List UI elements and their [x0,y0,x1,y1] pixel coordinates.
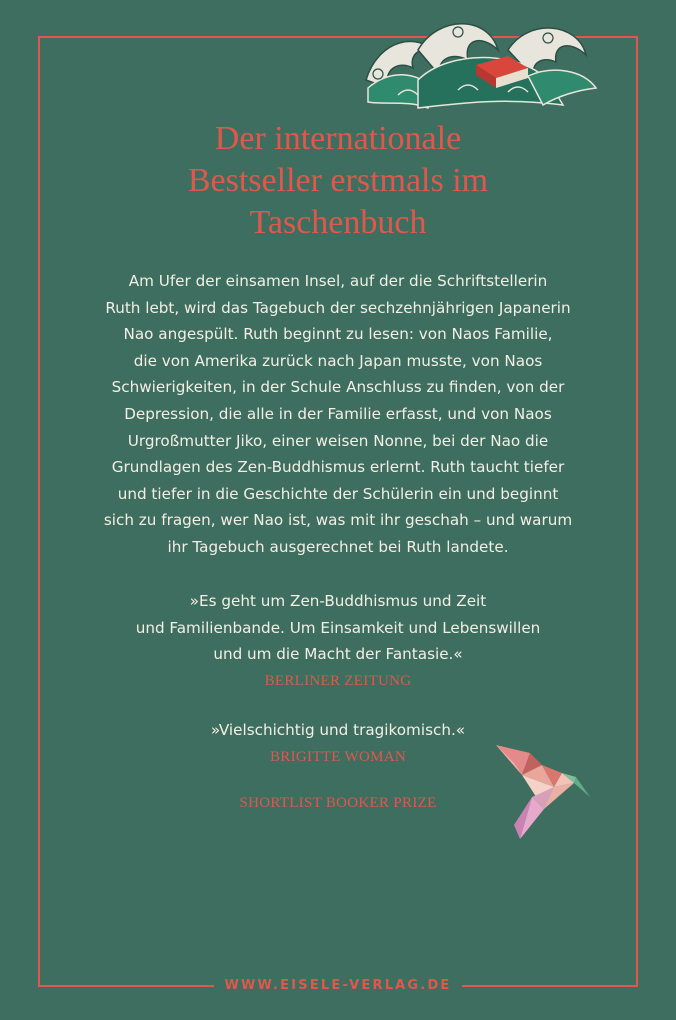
blurb-line: Depression, die alle in der Familie erfasst, und von Naos [124,404,552,423]
publisher-url-link[interactable]: WWW.EISELE-VERLAG.DE [214,974,461,998]
blurb-line: Nao angespült. Ruth beginnt zu lesen: von Naos Familie, [123,325,553,344]
headline-line-2: Bestseller erstmals im [187,162,489,199]
blurb-text [60,268,616,561]
blurb-line: Grundlagen des Zen-Buddhismus erlernt. Ruth taucht tiefer [111,458,565,477]
award-label: SHORTLIST BOOKER PRIZE [239,795,437,811]
wave-illustration-icon [358,10,598,120]
quote-line: und Familienbande. Um Einsamkeit und Lebenswillen [135,618,541,637]
blurb-line: Am Ufer der einsamen Insel, auf der die Schriftstellerin [128,272,548,290]
blurb-line: Ruth lebt, wird das Tagebuch der sechzehnjährigen Japanerin [105,298,571,317]
quote-line: »Vielschichtig und tragikomisch.« [210,721,466,739]
quote-source: BRIGITTE WOMAN [270,748,406,765]
quote-line: »Es geht um Zen-Buddhismus und Zeit [189,592,487,610]
headline-line-3: Taschenbuch [249,204,427,241]
headline-line-1: Der internationale [214,120,462,157]
origami-bird-icon [492,735,596,845]
blurb-line: die von Amerika zurück nach Japan musste, von Naos [133,351,543,370]
footer [0,974,676,998]
headline [60,118,616,244]
quote-source: BERLINER ZEITUNG [264,672,412,689]
blurb-line: Urgroßmutter Jiko, einer weisen Nonne, bei der Nao die [127,431,549,450]
press-quote-berliner-zeitung [60,588,616,694]
blurb-line: sich zu fragen, wer Nao ist, was mit ihr geschah – und warum [103,511,573,530]
blurb-line: Schwierigkeiten, in der Schule Anschluss zu finden, von der [111,378,565,397]
blurb-line: ihr Tagebuch ausgerechnet bei Ruth landete. [167,537,509,556]
quote-line: und um die Macht der Fantasie.« [213,645,463,664]
blurb-line: und tiefer in die Geschichte der Schülerin ein und beginnt [117,484,559,503]
